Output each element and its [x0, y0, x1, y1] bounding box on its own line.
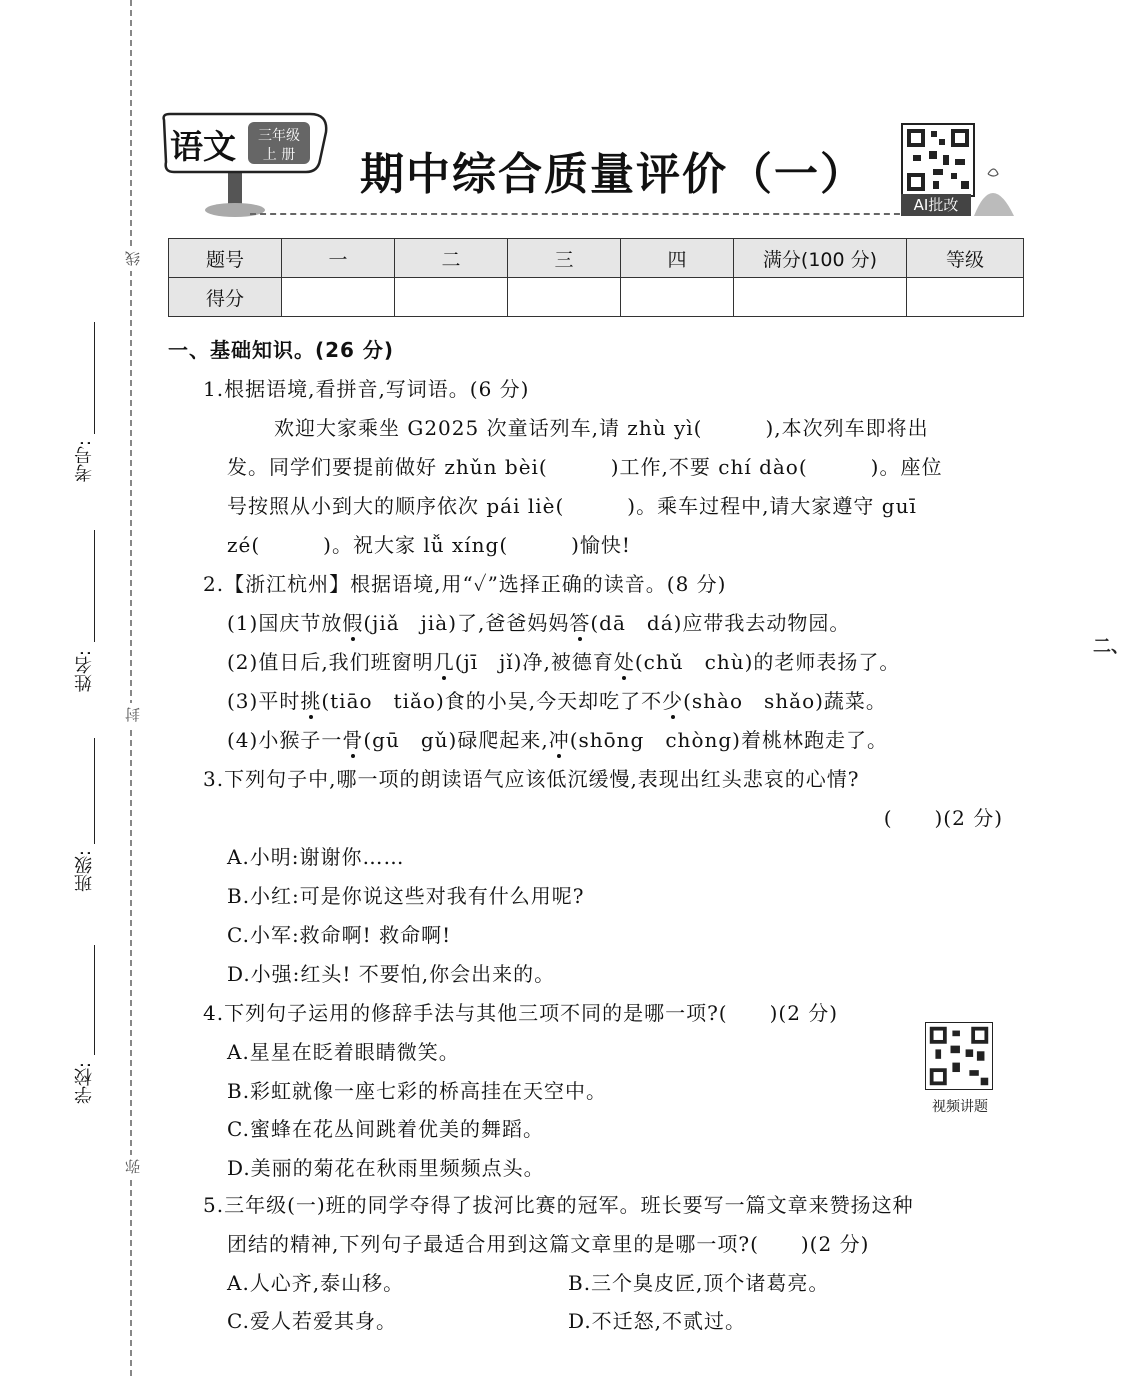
q3-option: A.小明:谢谢你……: [227, 845, 405, 869]
dotted-char: 挑: [300, 689, 322, 713]
qr-pattern-icon: [926, 1023, 992, 1089]
q4-option: D.美丽的菊花在秋雨里频频点头。: [227, 1156, 545, 1180]
mountain-icon: [972, 150, 1016, 218]
score-header-cell: 二: [395, 239, 508, 278]
q4-option: A.星星在眨着眼睛微笑。: [227, 1040, 460, 1064]
score-header-cell: 三: [508, 239, 621, 278]
score-header-cell: 等级: [907, 239, 1024, 278]
q5-prompt-line-1: 5.三年级(一)班的同学夺得了拔河比赛的冠军。班长要写一篇文章来赞扬这种: [203, 1193, 914, 1217]
score-header-cell: 题号: [169, 239, 282, 278]
q5-option: B.三个臭皮匠,顶个诸葛亮。: [568, 1271, 830, 1295]
q2-item: (3)平时挑(tiāo tiǎo)食的小吴,今天却吃了不少(shào shǎo)蔬菜。: [227, 689, 887, 713]
header-dash-line: [250, 213, 910, 215]
ai-grading-label[interactable]: AI批改: [901, 194, 971, 216]
school-line[interactable]: [94, 945, 95, 1055]
q1-passage-line: 发。同学们要提前做好 zhǔn bèi( )工作,不要 chí dào( )。座位: [227, 455, 943, 479]
page-title: 期中综合质量评价（一）: [360, 149, 866, 200]
q1-passage-line: zé( )。祝大家 lǚ xíng( )愉快!: [227, 533, 631, 557]
subject-text: 语文: [170, 127, 236, 166]
dotted-char: 少: [662, 689, 684, 713]
score-header-cell: 一: [282, 239, 395, 278]
score-cell[interactable]: [734, 278, 907, 317]
grade-text: 三年级: [258, 128, 300, 144]
class-label: 班级:: [74, 850, 95, 893]
q5-prompt-line-2: 团结的精神,下列句子最适合用到这篇文章里的是哪一项?( )(2 分): [227, 1232, 870, 1256]
q2-prompt: 2.【浙江杭州】根据语境,用“✓”选择正确的读音。(8 分): [203, 572, 727, 596]
score-header-cell: 四: [621, 239, 734, 278]
q1-prompt: 1.根据语境,看拼音,写词语。(6 分): [203, 377, 530, 401]
q3-score-blank[interactable]: ( )(2 分): [883, 806, 1003, 830]
dotted-char: 冲: [548, 728, 570, 752]
q2-item: (1)国庆节放假(jiǎ jià)了,爸爸妈妈答(dā dá)应带我去动物园。: [227, 611, 851, 635]
name-line[interactable]: [94, 530, 95, 642]
school-label: 学校:: [74, 1062, 95, 1105]
q5-option: A.人心齐,泰山移。: [227, 1271, 405, 1295]
score-table-row: [169, 278, 1024, 317]
q3-option: B.小红:可是你说这些对我有什么用呢?: [227, 884, 585, 908]
q4-option: C.蜜蜂在花丛间跳着优美的舞蹈。: [227, 1117, 544, 1141]
q5-option: C.爱人若爱其身。: [227, 1309, 397, 1333]
dotted-char: 几: [433, 650, 455, 674]
seal-char-xian: 线: [122, 247, 140, 271]
exam-number-line[interactable]: [94, 322, 95, 434]
score-row-label: 得分: [169, 278, 282, 317]
video-qr-code[interactable]: [925, 1022, 993, 1090]
q3-option: D.小强:红头! 不要怕,你会出来的。: [227, 962, 556, 986]
qr-pattern-icon: [903, 125, 973, 195]
score-table: [168, 238, 1024, 317]
score-table-header-row: [169, 239, 1024, 278]
q4-prompt: 4.下列句子运用的修辞手法与其他三项不同的是哪一项?( )(2 分): [203, 1001, 839, 1025]
score-cell[interactable]: [395, 278, 508, 317]
q3-prompt: 3.下列句子中,哪一项的朗读语气应该低沉缓慢,表现出红头悲哀的心情?: [203, 767, 860, 791]
class-line[interactable]: [94, 738, 95, 844]
exam-number-label: 考号:: [74, 440, 95, 483]
score-cell[interactable]: [621, 278, 734, 317]
dotted-char: 处: [613, 650, 635, 674]
dotted-char: 假: [342, 611, 364, 635]
q5-option: D.不迁怒,不贰过。: [568, 1309, 747, 1333]
q2-item: (2)值日后,我们班窗明几(jī jǐ)净,被德育处(chǔ chù)的老师表扬了。: [227, 650, 901, 674]
name-label: 姓名:: [74, 650, 95, 693]
q2-item: (4)小猴子一骨(gū gǔ)碌爬起来,冲(shōng chòng)着桃林跑走了。: [227, 728, 888, 752]
seal-char-feng: 封: [122, 703, 140, 727]
score-cell[interactable]: [282, 278, 395, 317]
video-qr-caption: 视频讲题: [932, 1099, 988, 1115]
section-1-title: 一、基础知识。(26 分): [168, 338, 395, 362]
seal-char-mi: 弥: [122, 1155, 140, 1179]
ai-qr-code[interactable]: [901, 123, 975, 197]
q3-option: C.小军:救命啊! 救命啊!: [227, 923, 452, 947]
dotted-char: 骨: [342, 728, 364, 752]
score-cell[interactable]: [508, 278, 621, 317]
score-header-cell: 满分(100 分): [734, 239, 907, 278]
volume-text: 上 册: [262, 147, 296, 163]
q1-passage-line: 欢迎大家乘坐 G2025 次童话列车,请 zhù yì( ),本次列车即将出: [274, 416, 929, 440]
q4-option: B.彩虹就像一座七彩的桥高挂在天空中。: [227, 1079, 608, 1103]
grade-cell[interactable]: [907, 278, 1024, 317]
q1-passage-line: 号按照从小到大的顺序依次 pái liè( )。乘车过程中,请大家遵守 guī: [227, 494, 917, 518]
next-page-section-clip: 二、: [1093, 636, 1129, 657]
subject-signboard: [160, 112, 330, 222]
dotted-char: 答: [569, 611, 591, 635]
